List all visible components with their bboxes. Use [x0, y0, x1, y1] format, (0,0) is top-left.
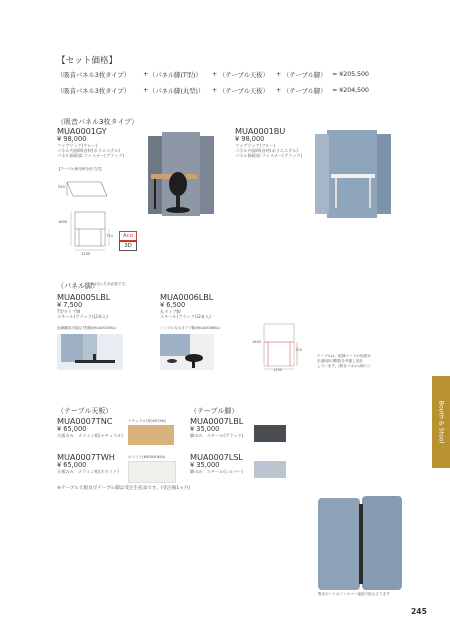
swatch-label: ナチュラル(TJ00074N): [128, 419, 166, 423]
gray-booth-photo: [146, 126, 216, 222]
page-number: 245: [411, 607, 427, 616]
product-spec: T型タイプ脚: [57, 309, 81, 314]
plus-sign: +: [276, 86, 282, 94]
row1-part2: （パネル脚(T型)）: [149, 71, 202, 79]
swatch-label: ホワイト(KB0000K/N): [128, 455, 166, 459]
legs-dim-width: 1250: [273, 368, 283, 372]
tableleg-section-heading: （テーブル脚）: [190, 407, 239, 415]
plus-sign: +: [212, 70, 218, 78]
dimension-diagram: [57, 174, 119, 258]
row1-part3: （テーブル天板）: [219, 71, 269, 79]
t-leg-photo: [57, 334, 123, 370]
product-code: MUA0007TWH: [57, 452, 115, 462]
side-tab-label: Booth & Stool: [437, 400, 445, 444]
product-spec: スチール(ブラック)(2本入): [57, 314, 108, 319]
bottom-photo-caption: 吸音ボードはファスナー接続で組み立てます: [318, 592, 390, 596]
product-spec: パネル接続部:ファスナー(ブラック): [235, 153, 303, 158]
legs-note-line: 応(脚部の開閉)を考慮し設計: [317, 359, 363, 363]
product-price: ¥ 65,000: [57, 425, 87, 433]
plus-sign: +: [143, 86, 149, 94]
product-price: ¥ 7,500: [57, 301, 83, 309]
tabletop-section-heading: （テーブル天板）: [57, 407, 113, 415]
product-price: ¥ 35,000: [190, 461, 220, 469]
product-price: ¥ 98,000: [57, 135, 87, 143]
blue-booth-photo: [313, 126, 393, 222]
row2-part4: （テーブル脚）: [283, 87, 327, 95]
dim-height: 1600: [58, 220, 68, 224]
product-spec: 脚のみ スチール(シルバー): [190, 469, 243, 474]
white-swatch: [128, 461, 176, 483]
set-price-heading: 【セット価格】: [57, 56, 118, 66]
legs-note-line: テーブルは、配線コードの処理対: [317, 354, 371, 358]
product-spec: 脚のみ スチール(ブラック): [190, 433, 244, 438]
product-code: MUA0006LBL: [160, 292, 214, 302]
product-code: MUA0007TNC: [57, 416, 113, 426]
row2-part1: （吸音パネル3枚タイプ）: [57, 87, 130, 95]
order-footnote: ※テーブル天板及びテーブル脚は受注生産品です。(受注後1ヵ月): [57, 486, 191, 491]
silver-leg-swatch: [254, 461, 286, 478]
row1-part1: （吸音パネル3枚タイプ）: [57, 71, 130, 79]
dim-width: 1250: [81, 252, 91, 256]
product-code: MUA0001GY: [57, 126, 107, 136]
legs-dim-height: 1600: [252, 340, 262, 344]
product-price: ¥ 65,000: [57, 461, 87, 469]
fastener-panel-photo: [318, 494, 402, 590]
product-spec: 丸タイプ脚: [160, 309, 181, 314]
row1-part4: （テーブル脚）: [283, 71, 327, 79]
product-spec: パネル内部/吸音材(ポリエステル): [57, 148, 120, 153]
panel-section-heading: （吸音パネル3枚タイプ）: [57, 118, 139, 126]
product-spec: 天板のみ メラミン板(ナチュラル): [57, 433, 123, 438]
dim-table-height: 720: [106, 234, 113, 238]
legs-dim-table-height: 720: [295, 348, 302, 352]
row1-total: = ¥205,500: [332, 70, 369, 78]
product-spec: パネル内部/吸音材(ポリエステル): [235, 148, 298, 153]
product-code: MUA0007LBL: [190, 416, 244, 426]
diagram-caption: 【テーブル使用時全体寸法】: [57, 167, 104, 171]
product-code: MUA0001BU: [235, 126, 286, 136]
product-caption: シンプルな丸タイプ脚(MUA0006BL): [160, 326, 221, 330]
product-price: ¥ 6,500: [160, 301, 186, 309]
plus-sign: +: [143, 70, 149, 78]
plus-sign: +: [276, 70, 282, 78]
dim-depth: 550: [58, 185, 65, 189]
product-code: MUA0007LSL: [190, 452, 243, 462]
product-spec: ファブリック(グレー): [57, 143, 98, 148]
plus-sign: +: [212, 86, 218, 94]
product-price: ¥ 98,000: [235, 135, 265, 143]
legs-dimension-diagram: [256, 322, 302, 372]
black-leg-swatch: [254, 425, 286, 442]
product-spec: スチール(ブラック)(2本入): [160, 314, 211, 319]
section-side-tab: [432, 376, 450, 468]
product-code: MUA0005LBL: [57, 292, 111, 302]
product-spec: ファブリック(ブルー): [235, 143, 276, 148]
3d-badge: 3D: [119, 241, 137, 251]
product-caption: 直線構成可能なT型脚(MUA0005BL): [57, 326, 117, 330]
product-price: ¥ 35,000: [190, 425, 220, 433]
aco-badge: Aco: [119, 231, 137, 241]
legs-section-note: ※1台に右本必要です。: [91, 282, 129, 286]
row2-part3: （テーブル天板）: [219, 87, 269, 95]
product-spec: 天板のみ メラミン板(ホワイト): [57, 469, 119, 474]
legs-note-line: しています。(吸音パネルは除く): [317, 364, 370, 368]
row2-total: = ¥204,500: [332, 86, 369, 94]
legs-section-heading: （パネル脚）: [57, 282, 99, 290]
product-spec: パネル接続部:ファスナー(ブラック): [57, 153, 125, 158]
natural-swatch: [128, 425, 174, 445]
row2-part2: （パネル脚(丸型)）: [149, 87, 205, 95]
round-leg-photo: [160, 334, 214, 370]
